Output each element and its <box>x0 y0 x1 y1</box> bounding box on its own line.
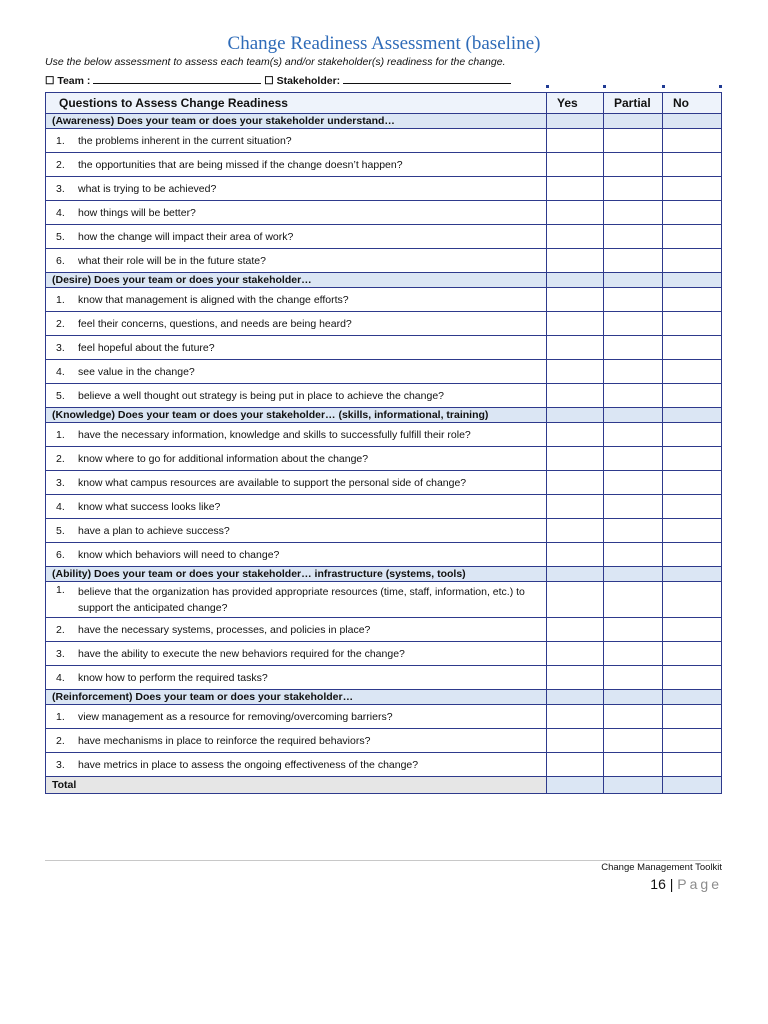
section-heading-row <box>46 408 722 423</box>
section-heading: (Ability) Does your team or does your stakeholder… infrastructure (systems, tools) <box>46 567 547 582</box>
question-text: the problems inherent in the current situation? <box>78 134 292 147</box>
question-number: 1. <box>56 583 65 596</box>
question-cell <box>46 642 547 666</box>
partial-answer-cell[interactable] <box>604 288 663 312</box>
partial-answer-cell[interactable] <box>604 642 663 666</box>
question-cell <box>46 360 547 384</box>
section-no-cell <box>663 690 722 705</box>
no-answer-cell[interactable] <box>663 495 722 519</box>
section-partial-cell <box>604 114 663 129</box>
yes-column-header: Yes <box>547 93 604 114</box>
question-cell <box>46 249 547 273</box>
question-number: 1. <box>56 134 65 147</box>
no-answer-cell[interactable] <box>663 729 722 753</box>
partial-answer-cell[interactable] <box>604 249 663 273</box>
yes-answer-cell[interactable] <box>547 201 604 225</box>
partial-answer-cell[interactable] <box>604 495 663 519</box>
question-content <box>52 366 540 378</box>
yes-answer-cell[interactable] <box>547 312 604 336</box>
no-answer-cell[interactable] <box>663 642 722 666</box>
section-yes-cell <box>547 408 604 423</box>
question-number: 6. <box>56 254 65 267</box>
no-answer-cell[interactable] <box>663 201 722 225</box>
question-content <box>52 624 540 636</box>
no-answer-cell[interactable] <box>663 360 722 384</box>
question-number: 4. <box>56 365 65 378</box>
partial-answer-cell[interactable] <box>604 618 663 642</box>
question-text: what their role will be in the future state? <box>78 254 266 267</box>
question-row <box>46 618 722 642</box>
question-cell <box>46 201 547 225</box>
question-text: how things will be better? <box>78 206 196 219</box>
question-row <box>46 729 722 753</box>
partial-answer-cell[interactable] <box>604 543 663 567</box>
question-cell <box>46 618 547 642</box>
question-text: know that management is aligned with the change efforts? <box>78 293 349 306</box>
section-yes-cell <box>547 114 604 129</box>
question-number: 3. <box>56 758 65 771</box>
question-row <box>46 423 722 447</box>
question-text: believe a well thought out strategy is being put in place to achieve the change? <box>78 389 444 402</box>
no-answer-cell[interactable] <box>663 288 722 312</box>
question-text: have the ability to execute the new behaviors required for the change? <box>78 647 405 660</box>
partial-answer-cell[interactable] <box>604 423 663 447</box>
partial-answer-cell[interactable] <box>604 153 663 177</box>
yes-answer-cell[interactable] <box>547 225 604 249</box>
stakeholder-checkbox-label[interactable]: ☐ Stakeholder: <box>264 75 341 87</box>
question-text: know where to go for additional information about the change? <box>78 452 369 465</box>
yes-answer-cell[interactable] <box>547 153 604 177</box>
no-answer-cell[interactable] <box>663 705 722 729</box>
question-text: view management as a resource for removing/overcoming barriers? <box>78 710 393 723</box>
partial-answer-cell[interactable] <box>604 447 663 471</box>
question-content <box>52 183 540 195</box>
question-row <box>46 705 722 729</box>
footer-toolkit-name: Change Management Toolkit <box>601 862 722 873</box>
question-number: 5. <box>56 389 65 402</box>
question-number: 5. <box>56 524 65 537</box>
total-no-cell[interactable] <box>663 777 722 794</box>
question-cell <box>46 447 547 471</box>
question-row <box>46 360 722 384</box>
question-text: feel their concerns, questions, and needs are being heard? <box>78 317 352 330</box>
no-answer-cell[interactable] <box>663 384 722 408</box>
question-text: know what success looks like? <box>78 500 221 513</box>
section-heading: (Knowledge) Does your team or does your stakeholder… (skills, informational, training) <box>46 408 547 423</box>
question-row <box>46 336 722 360</box>
question-content <box>52 294 540 306</box>
question-cell <box>46 153 547 177</box>
question-text: know how to perform the required tasks? <box>78 671 268 684</box>
question-content <box>52 231 540 243</box>
question-row <box>46 753 722 777</box>
question-text: have the necessary systems, processes, and policies in place? <box>78 623 371 636</box>
no-answer-cell[interactable] <box>663 543 722 567</box>
yes-answer-cell[interactable] <box>547 423 604 447</box>
partial-answer-cell[interactable] <box>604 129 663 153</box>
section-heading: (Desire) Does your team or does your stakeholder… <box>46 273 547 288</box>
question-content <box>52 453 540 465</box>
question-text: what is trying to be achieved? <box>78 182 217 195</box>
question-row <box>46 249 722 273</box>
question-row <box>46 519 722 543</box>
section-partial-cell <box>604 567 663 582</box>
question-row <box>46 225 722 249</box>
no-answer-cell[interactable] <box>663 753 722 777</box>
question-number: 2. <box>56 623 65 636</box>
question-number: 4. <box>56 671 65 684</box>
page-separator: | <box>669 876 674 892</box>
section-partial-cell <box>604 408 663 423</box>
partial-answer-cell[interactable] <box>604 705 663 729</box>
yes-answer-cell[interactable] <box>547 384 604 408</box>
question-cell <box>46 729 547 753</box>
question-content <box>52 342 540 354</box>
section-no-cell <box>663 408 722 423</box>
question-text: see value in the change? <box>78 365 195 378</box>
yes-answer-cell[interactable] <box>547 618 604 642</box>
no-answer-cell[interactable] <box>663 312 722 336</box>
question-number: 2. <box>56 452 65 465</box>
partial-answer-cell[interactable] <box>604 360 663 384</box>
section-yes-cell <box>547 690 604 705</box>
question-row <box>46 153 722 177</box>
total-partial-cell[interactable] <box>604 777 663 794</box>
no-answer-cell[interactable] <box>663 129 722 153</box>
question-cell <box>46 288 547 312</box>
document-title: Change Readiness Assessment (baseline) <box>227 33 541 54</box>
no-answer-cell[interactable] <box>663 618 722 642</box>
no-answer-cell[interactable] <box>663 153 722 177</box>
question-content <box>52 584 540 616</box>
partial-answer-cell[interactable] <box>604 177 663 201</box>
question-number: 1. <box>56 428 65 441</box>
question-content <box>52 735 540 747</box>
section-partial-cell <box>604 690 663 705</box>
question-cell <box>46 312 547 336</box>
question-number: 3. <box>56 182 65 195</box>
page-number <box>650 876 722 892</box>
question-number: 6. <box>56 548 65 561</box>
question-row <box>46 201 722 225</box>
question-content <box>52 549 540 561</box>
team-checkbox-label[interactable]: ☐ Team : <box>45 75 91 87</box>
question-content <box>52 255 540 267</box>
section-no-cell <box>663 273 722 288</box>
no-answer-cell[interactable] <box>663 225 722 249</box>
no-column-header: No <box>663 93 722 114</box>
partial-answer-cell[interactable] <box>604 582 663 618</box>
partial-answer-cell[interactable] <box>604 729 663 753</box>
question-text: know which behaviors will need to change? <box>78 548 280 561</box>
table-header-row <box>46 93 722 114</box>
question-cell <box>46 519 547 543</box>
question-cell <box>46 543 547 567</box>
partial-answer-cell[interactable] <box>604 336 663 360</box>
yes-answer-cell[interactable] <box>547 336 604 360</box>
partial-answer-cell[interactable] <box>604 225 663 249</box>
question-number: 4. <box>56 206 65 219</box>
partial-answer-cell[interactable] <box>604 312 663 336</box>
yes-answer-cell[interactable] <box>547 642 604 666</box>
team-name-blank[interactable] <box>93 73 261 84</box>
question-text: believe that the organization has provided appropriate resources (time, staff, information, etc.) to support the anticipated change? <box>78 585 525 614</box>
question-cell <box>46 384 547 408</box>
yes-answer-cell[interactable] <box>547 729 604 753</box>
section-heading-row <box>46 114 722 129</box>
footer-divider <box>45 860 721 861</box>
section-partial-cell <box>604 273 663 288</box>
column-marker-dots <box>45 85 721 89</box>
question-cell <box>46 753 547 777</box>
question-row <box>46 447 722 471</box>
instructions-text: Use the below assessment to assess each team(s) and/or stakeholder(s) readiness for the change. <box>45 56 506 68</box>
partial-column-header: Partial <box>604 93 663 114</box>
section-heading: (Reinforcement) Does your team or does your stakeholder… <box>46 690 547 705</box>
section-heading-row <box>46 567 722 582</box>
question-row <box>46 129 722 153</box>
question-content <box>52 135 540 147</box>
question-row <box>46 177 722 201</box>
question-content <box>52 648 540 660</box>
question-cell <box>46 129 547 153</box>
partial-answer-cell[interactable] <box>604 753 663 777</box>
question-content <box>52 429 540 441</box>
yes-answer-cell[interactable] <box>547 360 604 384</box>
question-cell <box>46 177 547 201</box>
yes-answer-cell[interactable] <box>547 753 604 777</box>
question-row <box>46 642 722 666</box>
no-answer-cell[interactable] <box>663 249 722 273</box>
question-row <box>46 582 722 618</box>
yes-answer-cell[interactable] <box>547 288 604 312</box>
no-answer-cell[interactable] <box>663 666 722 690</box>
question-number: 2. <box>56 158 65 171</box>
yes-answer-cell[interactable] <box>547 705 604 729</box>
section-heading-row <box>46 690 722 705</box>
readiness-table <box>45 92 722 794</box>
question-number: 3. <box>56 647 65 660</box>
section-no-cell <box>663 114 722 129</box>
question-number: 5. <box>56 230 65 243</box>
question-text: feel hopeful about the future? <box>78 341 215 354</box>
yes-answer-cell[interactable] <box>547 471 604 495</box>
question-content <box>52 711 540 723</box>
question-text: how the change will impact their area of work? <box>78 230 294 243</box>
question-cell <box>46 225 547 249</box>
question-text: the opportunities that are being missed if the change doesn’t happen? <box>78 158 403 171</box>
question-row <box>46 471 722 495</box>
partial-answer-cell[interactable] <box>604 384 663 408</box>
question-row <box>46 543 722 567</box>
partial-answer-cell[interactable] <box>604 471 663 495</box>
page-word: Page <box>677 876 722 892</box>
question-cell <box>46 666 547 690</box>
question-content <box>52 159 540 171</box>
question-row <box>46 288 722 312</box>
question-row <box>46 384 722 408</box>
question-row <box>46 666 722 690</box>
question-number: 4. <box>56 500 65 513</box>
no-answer-cell[interactable] <box>663 582 722 618</box>
question-content <box>52 477 540 489</box>
total-row <box>46 777 722 794</box>
question-cell <box>46 582 547 618</box>
section-no-cell <box>663 567 722 582</box>
question-number: 1. <box>56 710 65 723</box>
yes-answer-cell[interactable] <box>547 582 604 618</box>
yes-answer-cell[interactable] <box>547 129 604 153</box>
question-row <box>46 495 722 519</box>
question-text: have the necessary information, knowledge and skills to successfully fulfill their role? <box>78 428 471 441</box>
yes-answer-cell[interactable] <box>547 519 604 543</box>
yes-answer-cell[interactable] <box>547 543 604 567</box>
section-yes-cell <box>547 567 604 582</box>
section-heading: (Awareness) Does your team or does your stakeholder understand… <box>46 114 547 129</box>
partial-answer-cell[interactable] <box>604 666 663 690</box>
page-number-value: 16 <box>650 876 666 892</box>
no-answer-cell[interactable] <box>663 336 722 360</box>
no-answer-cell[interactable] <box>663 447 722 471</box>
question-content <box>52 207 540 219</box>
section-heading-row <box>46 273 722 288</box>
total-yes-cell[interactable] <box>547 777 604 794</box>
question-text: have a plan to achieve success? <box>78 524 230 537</box>
question-content <box>52 759 540 771</box>
question-cell <box>46 471 547 495</box>
question-number: 2. <box>56 734 65 747</box>
question-text: have metrics in place to assess the ongoing effectiveness of the change? <box>78 758 419 771</box>
yes-answer-cell[interactable] <box>547 495 604 519</box>
stakeholder-name-blank[interactable] <box>343 73 511 84</box>
question-column-header: Questions to Assess Change Readiness <box>46 93 547 114</box>
no-answer-cell[interactable] <box>663 519 722 543</box>
question-content <box>52 525 540 537</box>
question-content <box>52 672 540 684</box>
yes-answer-cell[interactable] <box>547 249 604 273</box>
question-content <box>52 501 540 513</box>
question-text: have mechanisms in place to reinforce the required behaviors? <box>78 734 371 747</box>
question-number: 3. <box>56 341 65 354</box>
question-cell <box>46 336 547 360</box>
yes-answer-cell[interactable] <box>547 666 604 690</box>
yes-answer-cell[interactable] <box>547 177 604 201</box>
question-cell <box>46 423 547 447</box>
total-label: Total <box>46 777 547 794</box>
no-answer-cell[interactable] <box>663 471 722 495</box>
question-number: 3. <box>56 476 65 489</box>
no-answer-cell[interactable] <box>663 423 722 447</box>
question-cell <box>46 495 547 519</box>
question-number: 1. <box>56 293 65 306</box>
partial-answer-cell[interactable] <box>604 201 663 225</box>
no-answer-cell[interactable] <box>663 177 722 201</box>
question-content <box>52 318 540 330</box>
partial-answer-cell[interactable] <box>604 519 663 543</box>
question-text: know what campus resources are available to support the personal side of change? <box>78 476 467 489</box>
question-row <box>46 312 722 336</box>
question-cell <box>46 705 547 729</box>
section-yes-cell <box>547 273 604 288</box>
yes-answer-cell[interactable] <box>547 447 604 471</box>
question-number: 2. <box>56 317 65 330</box>
question-content <box>52 390 540 402</box>
